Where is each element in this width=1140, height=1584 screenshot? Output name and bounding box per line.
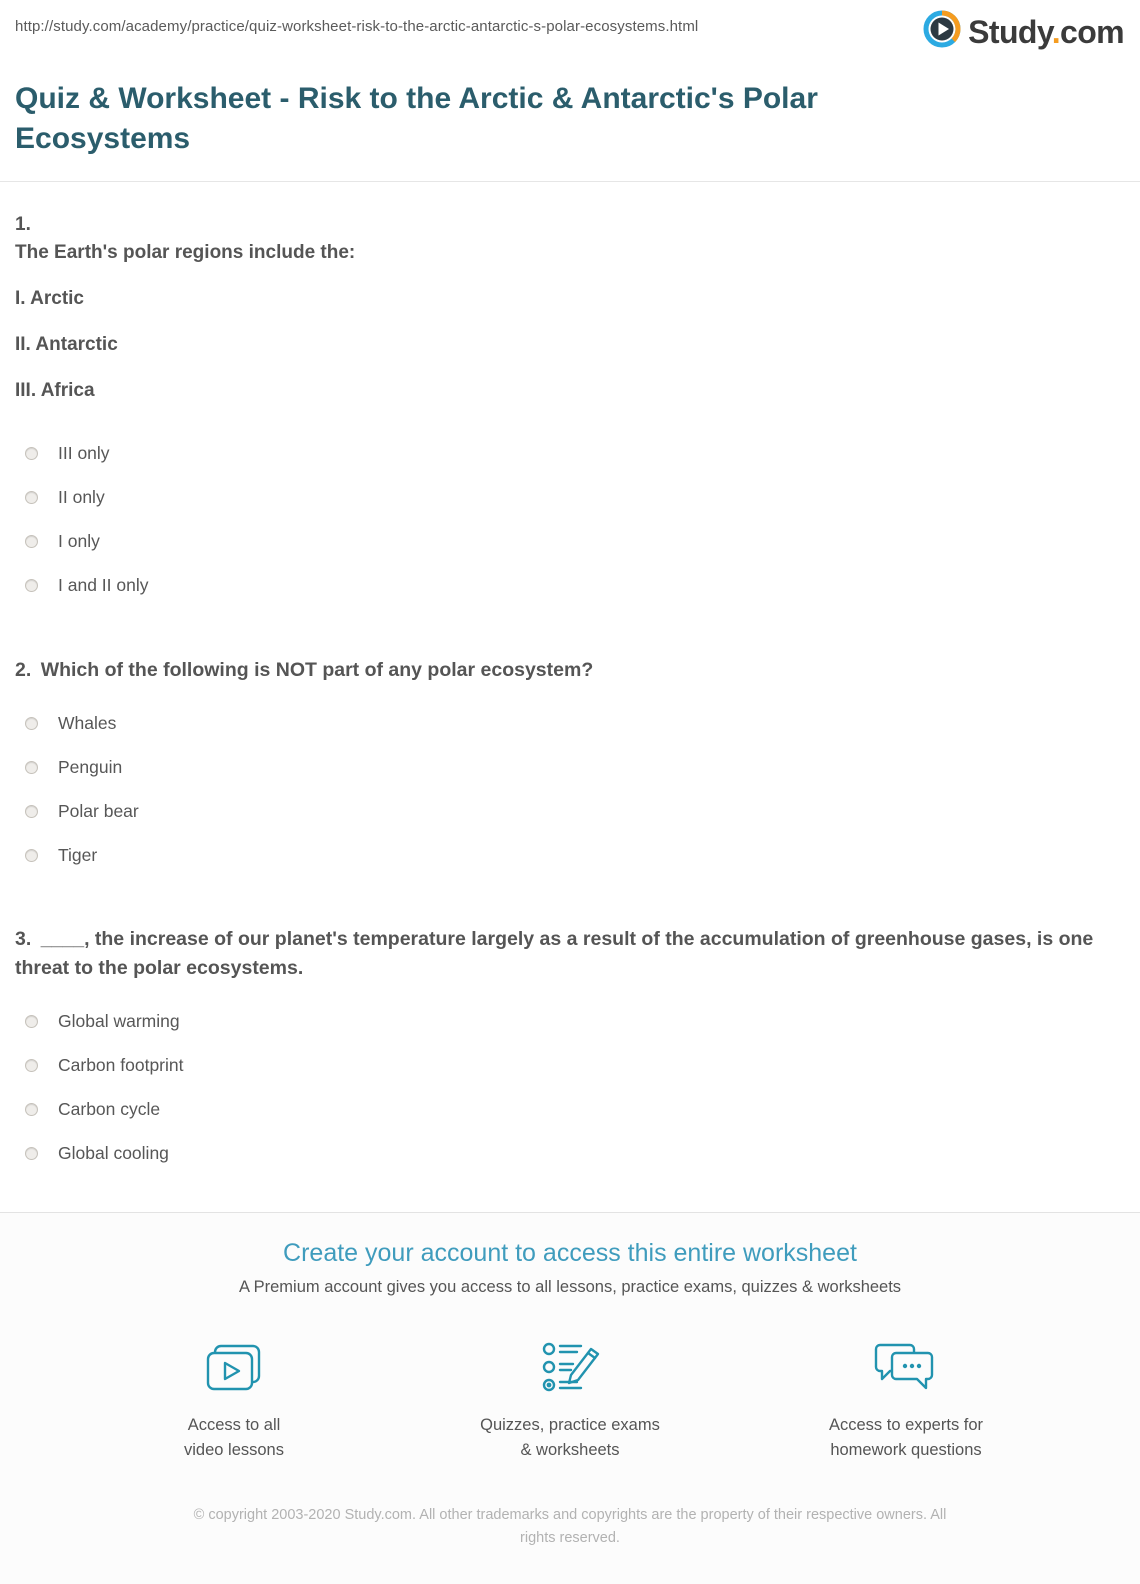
logo-com: com <box>1060 13 1124 50</box>
question-2-number: 2. <box>15 658 32 681</box>
studycom-logo-icon <box>923 10 961 53</box>
option-label[interactable]: Carbon cycle <box>58 1099 161 1120</box>
feature-quizzes-worksheets-label <box>450 1413 690 1464</box>
option-label[interactable]: Carbon footprint <box>58 1055 184 1076</box>
page-url: http://study.com/academy/practice/quiz-worksheet-risk-to-the-arctic-antarctic-s-polar-ecosystems.html <box>15 18 699 35</box>
radio-button[interactable] <box>25 805 38 818</box>
radio-button[interactable] <box>25 535 38 548</box>
radio-button[interactable] <box>25 1103 38 1116</box>
cta-features <box>0 1337 1140 1464</box>
radio-button[interactable] <box>25 447 38 460</box>
feature-label-line1: Quizzes, practice exams <box>480 1415 660 1434</box>
feature-video-lessons-label <box>114 1413 354 1464</box>
question-2-options <box>15 701 1125 877</box>
option-label[interactable]: I only <box>58 531 100 552</box>
feature-quizzes-worksheets <box>450 1337 690 1464</box>
question-3-body: ____, the increase of our planet's temperature largely as a result of the accumulation of greenhouse gases, is one threat to the polar ecosystems. <box>15 928 1094 980</box>
radio-button[interactable] <box>25 761 38 774</box>
question-1-stem-2: II. Antarctic <box>15 333 118 355</box>
question-1 <box>15 214 1125 608</box>
page-title: Quiz & Worksheet - Risk to the Arctic & Antarctic's Polar Ecosystems <box>15 82 818 155</box>
studycom-logo[interactable] <box>923 10 1124 53</box>
option-label[interactable]: Global warming <box>58 1011 180 1032</box>
option-label[interactable]: II only <box>58 487 105 508</box>
top-bar <box>0 0 1140 53</box>
question-3 <box>15 925 1125 1176</box>
question-1-stem-1: I. Arctic <box>15 287 84 309</box>
logo-dot: . <box>1051 13 1060 50</box>
option-row <box>25 745 1125 789</box>
option-row <box>25 833 1125 877</box>
feature-label-line2: homework questions <box>830 1441 982 1460</box>
radio-button[interactable] <box>25 1015 38 1028</box>
option-label[interactable]: Tiger <box>58 844 98 865</box>
video-lessons-icon <box>114 1337 354 1401</box>
option-label[interactable]: Polar bear <box>58 800 139 821</box>
feature-video-lessons <box>114 1337 354 1464</box>
footer <box>0 1464 1140 1584</box>
option-label[interactable]: III only <box>58 443 110 464</box>
option-row <box>25 1000 1125 1044</box>
option-row <box>25 1132 1125 1176</box>
option-row <box>25 789 1125 833</box>
option-row <box>25 1044 1125 1088</box>
feature-experts-chat <box>786 1337 1026 1464</box>
cta-title[interactable]: Create your account to access this entire worksheet <box>283 1238 857 1267</box>
radio-button[interactable] <box>25 491 38 504</box>
studycom-logo-text <box>968 13 1124 50</box>
feature-label-line2: & worksheets <box>520 1441 620 1460</box>
feature-label-line2: video lessons <box>184 1441 284 1460</box>
radio-button[interactable] <box>25 1147 38 1160</box>
option-label[interactable]: Global cooling <box>58 1143 169 1164</box>
copyright-text: © copyright 2003-2020 Study.com. All other trademarks and copyrights are the property of their respective owners. All rights reserved. <box>193 1506 947 1546</box>
option-label[interactable]: I and II only <box>58 575 149 596</box>
option-label[interactable]: Penguin <box>58 756 123 777</box>
question-2-text <box>15 656 1125 685</box>
quizzes-worksheets-icon <box>450 1337 690 1401</box>
option-row <box>25 564 1125 608</box>
question-1-number: 1. <box>15 213 31 235</box>
question-1-stem-3: III. Africa <box>15 379 95 401</box>
option-row <box>25 476 1125 520</box>
option-row <box>25 432 1125 476</box>
option-row <box>25 520 1125 564</box>
radio-button[interactable] <box>25 849 38 862</box>
question-3-number: 3. <box>15 928 32 951</box>
option-row <box>25 701 1125 745</box>
quiz-body <box>0 214 1140 1176</box>
experts-chat-icon <box>786 1337 1026 1401</box>
option-row <box>25 1088 1125 1132</box>
radio-button[interactable] <box>25 579 38 592</box>
cta-subtitle: A Premium account gives you access to all lessons, practice exams, quizzes & worksheets <box>238 1277 902 1296</box>
question-1-options <box>15 432 1125 608</box>
question-2-body: Which of the following is NOT part of any polar ecosystem? <box>40 658 594 681</box>
question-3-text <box>15 925 1125 984</box>
option-label[interactable]: Whales <box>58 712 117 733</box>
logo-study: Study <box>968 13 1052 50</box>
feature-label-line1: Access to all <box>187 1415 281 1434</box>
question-3-options <box>15 1000 1125 1176</box>
question-2 <box>15 656 1125 877</box>
cta-section <box>0 1212 1140 1584</box>
radio-button[interactable] <box>25 717 38 730</box>
feature-label-line1: Access to experts for <box>828 1415 984 1434</box>
feature-experts-chat-label <box>786 1413 1026 1464</box>
title-divider <box>0 181 1140 182</box>
question-1-text: The Earth's polar regions include the: <box>15 241 356 263</box>
radio-button[interactable] <box>25 1059 38 1072</box>
